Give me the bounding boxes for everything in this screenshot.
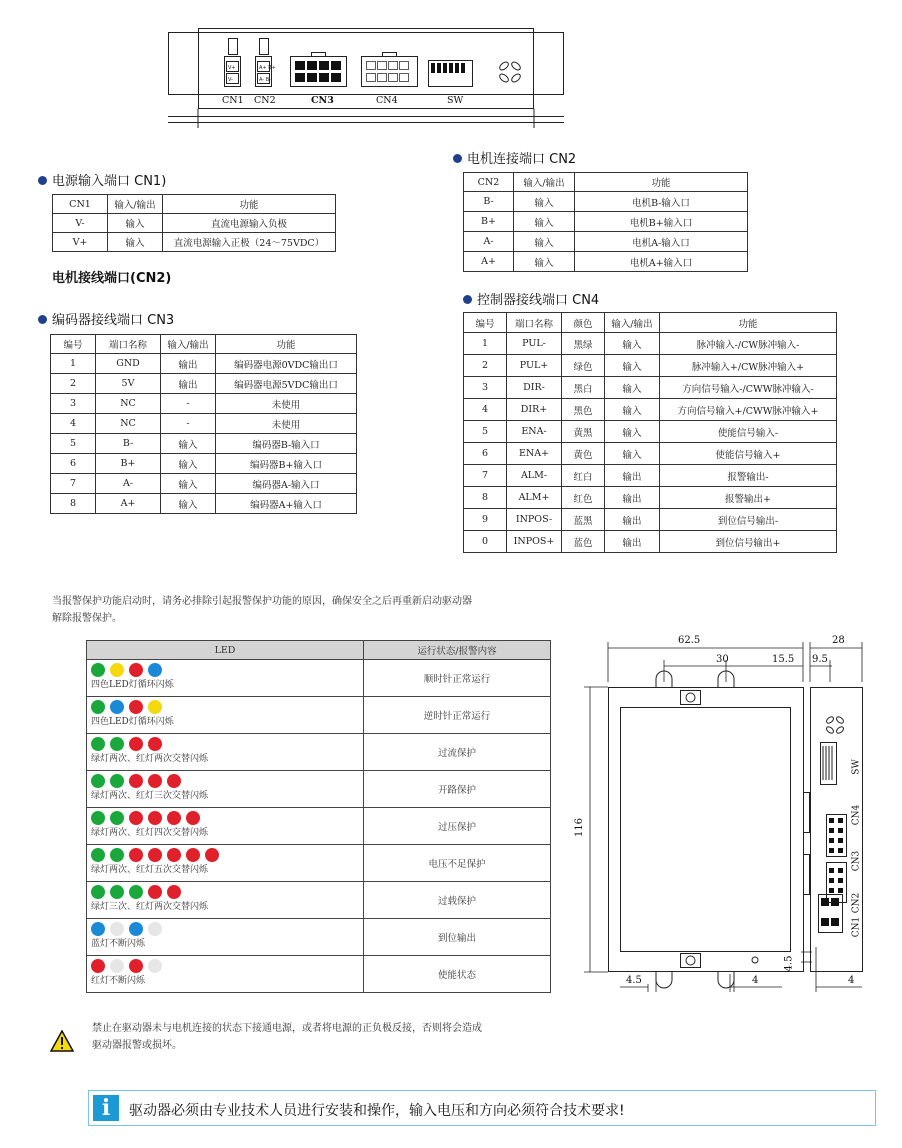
led-cell: [87, 919, 364, 956]
table-cell: 输入: [605, 355, 660, 377]
table-cell: 输入: [514, 252, 575, 272]
led-dot-icon: [110, 774, 124, 788]
table-cell: 电机B+输入口: [575, 212, 748, 232]
cn4-section-title: [463, 289, 599, 308]
table-cell: 黄色: [562, 443, 605, 465]
table-cell: A-: [96, 474, 161, 494]
table-header: 输入/输出: [514, 173, 575, 192]
cn1-table: [52, 194, 336, 252]
table-cell: PUL-: [507, 333, 562, 355]
led-dots: [91, 663, 363, 679]
table-cell: INPOS+: [507, 531, 562, 553]
table-cell: A+: [96, 494, 161, 514]
table-cell: A+: [464, 252, 514, 272]
table-cell: ALM-: [507, 465, 562, 487]
table-cell: 报警输出+: [660, 487, 837, 509]
led-row: [87, 660, 551, 697]
notice-bar: [88, 1090, 876, 1126]
led-dots: [91, 959, 363, 975]
led-cell: [87, 956, 364, 993]
table-cell: B+: [96, 454, 161, 474]
table-cell: 到位信号输出-: [660, 509, 837, 531]
led-dot-icon: [91, 774, 105, 788]
led-caption: 蓝灯不断闪烁: [91, 939, 146, 949]
led-dot-icon: [167, 811, 181, 825]
led-dot-icon: [91, 737, 105, 751]
warning-icon: [50, 1030, 74, 1052]
led-dots: [91, 922, 363, 938]
table-cell: 未使用: [216, 414, 357, 434]
table-cell: 未使用: [216, 394, 357, 414]
led-dot-icon: [91, 922, 105, 936]
side-cn4-label: CN4: [851, 804, 862, 826]
cn4-table: [463, 312, 837, 553]
table-cell: 输入: [161, 474, 216, 494]
led-dot-icon: [148, 811, 162, 825]
led-dots: [91, 700, 363, 716]
led-caption: 绿灯两次、红灯三次交替闪烁: [91, 791, 209, 801]
led-dot-icon: [129, 737, 143, 751]
table-cell: 到位信号输出+: [660, 531, 837, 553]
cn2-label: CN2: [254, 95, 276, 106]
table-header: 端口名称: [507, 313, 562, 333]
led-row: [87, 919, 551, 956]
led-dot-icon: [148, 663, 162, 677]
paragraph-line: 解除报警保护。: [52, 613, 122, 624]
table-cell: 5V: [96, 374, 161, 394]
table-cell: 直流电源输入负极: [163, 214, 336, 233]
led-dot-icon: [110, 663, 124, 677]
table-cell: 8: [51, 494, 96, 514]
led-cell: [87, 845, 364, 882]
table-cell: 方向信号输入+/CWW脉冲输入+: [660, 399, 837, 421]
table-cell: 0: [464, 531, 507, 553]
bullet-icon: [38, 176, 47, 185]
dimension-drawing: [572, 632, 892, 992]
table-cell: ALM+: [507, 487, 562, 509]
led-dot-icon: [110, 885, 124, 899]
table-cell: V+: [53, 233, 108, 252]
led-caption: 红灯不断闪烁: [91, 976, 146, 986]
cn1-label: CN1: [222, 95, 244, 106]
table-cell: 4: [51, 414, 96, 434]
table-cell: 蓝黑: [562, 509, 605, 531]
led-dot-icon: [110, 737, 124, 751]
table-cell: 绿色: [562, 355, 605, 377]
led-dot-icon: [186, 811, 200, 825]
table-cell: 2: [464, 355, 507, 377]
led-row: [87, 845, 551, 882]
cn2-title-text: 电机连接端口 CN2: [467, 152, 577, 167]
dim-30: 30: [716, 654, 729, 665]
cn3-section-title: [38, 309, 174, 328]
svg-text:A+ B+: A+ B+: [259, 65, 276, 71]
led-dots: [91, 885, 363, 901]
dim-15-5: 15.5: [772, 654, 795, 665]
table-header: 颜色: [562, 313, 605, 333]
cn3-table: [50, 334, 357, 514]
table-cell: 输出: [161, 354, 216, 374]
table-cell: 编码器A+输入口: [216, 494, 357, 514]
cn2-table: [463, 172, 748, 272]
cn4-title-text: 控制器接线端口 CN4: [477, 293, 600, 308]
table-cell: 电机A-输入口: [575, 232, 748, 252]
led-status: 电压不足保护: [364, 845, 551, 882]
led-dot-icon: [91, 700, 105, 714]
table-cell: 输入: [514, 232, 575, 252]
led-dot-icon: [91, 959, 105, 973]
table-cell: B-: [464, 192, 514, 212]
table-cell: 黑绿: [562, 333, 605, 355]
table-cell: 输入: [108, 233, 163, 252]
led-caption: 四色LED灯循环闪烁: [91, 680, 174, 690]
table-cell: 输出: [161, 374, 216, 394]
table-cell: DIR-: [507, 377, 562, 399]
table-cell: 使能信号输入+: [660, 443, 837, 465]
led-dot-icon: [110, 811, 124, 825]
table-cell: 蓝色: [562, 531, 605, 553]
table-cell: 黑色: [562, 399, 605, 421]
led-status: 逆时针正常运行: [364, 697, 551, 734]
led-dot-icon: [148, 922, 162, 936]
table-cell: 输入: [161, 454, 216, 474]
dim-height: 116: [574, 817, 586, 838]
table-header: 输入/输出: [605, 313, 660, 333]
table-cell: DIR+: [507, 399, 562, 421]
bullet-icon: [38, 315, 47, 324]
table-cell: 输入: [161, 494, 216, 514]
table-header: 功能: [660, 313, 837, 333]
table-cell: 6: [464, 443, 507, 465]
table-cell: 输出: [605, 465, 660, 487]
table-cell: 直流电源输入正极（24～75VDC）: [163, 233, 336, 252]
led-dots: [91, 848, 363, 864]
table-cell: 4: [464, 399, 507, 421]
table-cell: NC: [96, 394, 161, 414]
led-dot-icon: [110, 848, 124, 862]
table-cell: INPOS-: [507, 509, 562, 531]
table-cell: 编码器电源5VDC输出口: [216, 374, 357, 394]
table-header: CN2: [464, 173, 514, 192]
led-dot-icon: [167, 848, 181, 862]
table-cell: 输入: [161, 434, 216, 454]
table-cell: 9: [464, 509, 507, 531]
led-caption: 绿灯两次、红灯四次交替闪烁: [91, 828, 209, 838]
svg-text:A- B-: A- B-: [259, 77, 271, 83]
led-status: 使能状态: [364, 956, 551, 993]
table-cell: B-: [96, 434, 161, 454]
led-dot-icon: [91, 811, 105, 825]
led-cell: [87, 660, 364, 697]
table-cell: 脉冲输入+/CW脉冲输入+: [660, 355, 837, 377]
led-dot-icon: [148, 848, 162, 862]
led-caption: 绿灯两次、红灯五次交替闪烁: [91, 865, 209, 875]
table-cell: ENA+: [507, 443, 562, 465]
led-dot-icon: [91, 663, 105, 677]
warning-line: 驱动器报警或损坏。: [92, 1040, 182, 1051]
led-dot-icon: [148, 959, 162, 973]
table-header: 编号: [51, 335, 96, 354]
led-dot-icon: [129, 663, 143, 677]
table-header: 端口名称: [96, 335, 161, 354]
table-cell: A-: [464, 232, 514, 252]
table-cell: NC: [96, 414, 161, 434]
warning-text: [92, 1020, 482, 1054]
table-cell: 8: [464, 487, 507, 509]
led-dot-icon: [205, 848, 219, 862]
led-dot-icon: [167, 774, 181, 788]
notice-text: 驱动器必须由专业技术人员进行安装和操作，输入电压和方向必须符合技术要求!: [129, 1103, 625, 1119]
table-cell: B+: [464, 212, 514, 232]
table-cell: 7: [464, 465, 507, 487]
led-status: 到位输出: [364, 919, 551, 956]
svg-text:V-: V-: [228, 77, 233, 83]
table-header: CN1: [53, 195, 108, 214]
led-dot-icon: [91, 848, 105, 862]
led-status: 顺时针正常运行: [364, 660, 551, 697]
table-cell: PUL+: [507, 355, 562, 377]
table-cell: -: [161, 394, 216, 414]
led-status-table: [86, 640, 551, 993]
table-cell: 方向信号输入-/CWW脉冲输入-: [660, 377, 837, 399]
table-cell: 7: [51, 474, 96, 494]
svg-text:V+: V+: [228, 65, 236, 71]
led-dot-icon: [148, 700, 162, 714]
led-dot-icon: [129, 922, 143, 936]
table-cell: 输入: [514, 212, 575, 232]
sw-label: SW: [447, 95, 464, 106]
led-dots: [91, 774, 363, 790]
table-cell: V-: [53, 214, 108, 233]
led-dot-icon: [110, 959, 124, 973]
table-cell: 电机A+输入口: [575, 252, 748, 272]
table-cell: 2: [51, 374, 96, 394]
cn3-title-text: 编码器接线端口 CN3: [52, 313, 175, 328]
led-row: [87, 882, 551, 919]
table-cell: 编码器B-输入口: [216, 434, 357, 454]
led-dot-icon: [129, 848, 143, 862]
table-header: 输入/输出: [161, 335, 216, 354]
side-cn2-label: CN2: [851, 892, 862, 914]
table-cell: 输出: [605, 509, 660, 531]
led-dot-icon: [148, 774, 162, 788]
table-header: 输入/输出: [108, 195, 163, 214]
table-cell: 输入: [605, 443, 660, 465]
led-row: [87, 734, 551, 771]
cn1-title-text: 电源输入端口 CN1): [52, 174, 167, 189]
table-cell: 输入: [605, 377, 660, 399]
table-cell: 红白: [562, 465, 605, 487]
led-cell: [87, 808, 364, 845]
table-cell: 电机B-输入口: [575, 192, 748, 212]
table-cell: ENA-: [507, 421, 562, 443]
table-cell: 3: [51, 394, 96, 414]
table-cell: 使能信号输入-: [660, 421, 837, 443]
table-header: 功能: [575, 173, 748, 192]
led-caption: 四色LED灯循环闪烁: [91, 717, 174, 727]
table-cell: 输入: [605, 333, 660, 355]
led-status: 过载保护: [364, 882, 551, 919]
led-dot-icon: [129, 811, 143, 825]
table-cell: 6: [51, 454, 96, 474]
led-dots: [91, 737, 363, 753]
led-status: 过流保护: [364, 734, 551, 771]
led-row: [87, 956, 551, 993]
side-cn1-label: CN1: [851, 916, 862, 938]
table-cell: -: [161, 414, 216, 434]
table-cell: 3: [464, 377, 507, 399]
table-cell: 输出: [605, 487, 660, 509]
paragraph-line: 当报警保护功能启动时，请务必排除引起报警保护功能的原因，确保安全之后再重新启动驱动器: [52, 596, 472, 607]
table-cell: 红色: [562, 487, 605, 509]
led-cell: [87, 771, 364, 808]
side-sw-label: SW: [851, 759, 862, 775]
warning-line: 禁止在驱动器未与电机连接的状态下接通电源，或者将电源的正负极反接，否则将会造成: [92, 1023, 482, 1034]
dim-side-4-5: 4.5: [783, 955, 795, 972]
driver-top-view: [168, 28, 564, 128]
table-cell: 输入: [108, 214, 163, 233]
led-dot-icon: [129, 700, 143, 714]
led-row: [87, 697, 551, 734]
table-cell: 黑白: [562, 377, 605, 399]
dim-side-4: 4: [848, 975, 855, 986]
led-dot-icon: [129, 959, 143, 973]
table-cell: 5: [464, 421, 507, 443]
cn1-section-title: [38, 170, 166, 189]
bullet-icon: [453, 154, 462, 163]
dim-side: 28: [832, 635, 845, 646]
cn3-label: CN3: [311, 95, 334, 106]
table-cell: 黄黑: [562, 421, 605, 443]
cn2-heading: 电机接线端口(CN2): [52, 271, 172, 286]
led-dot-icon: [129, 774, 143, 788]
table-header: 运行状态/报警内容: [364, 641, 551, 660]
led-row: [87, 771, 551, 808]
cn2-section-title: [453, 148, 576, 167]
table-cell: 编码器A-输入口: [216, 474, 357, 494]
table-cell: 1: [464, 333, 507, 355]
side-cn3-label: CN3: [851, 850, 862, 872]
table-cell: 脉冲输入-/CW脉冲输入-: [660, 333, 837, 355]
led-dot-icon: [148, 737, 162, 751]
alarm-paragraph: [52, 593, 472, 627]
led-cell: [87, 734, 364, 771]
led-cell: [87, 882, 364, 919]
dim-4: 4: [752, 975, 759, 986]
dim-9-5: 9.5: [812, 654, 828, 665]
table-cell: 输入: [514, 192, 575, 212]
table-cell: 输入: [605, 399, 660, 421]
table-header: 功能: [216, 335, 357, 354]
table-header: 编号: [464, 313, 507, 333]
led-caption: 绿灯两次、红灯两次交替闪烁: [91, 754, 209, 764]
led-status: 开路保护: [364, 771, 551, 808]
led-dot-icon: [129, 885, 143, 899]
led-dot-icon: [186, 848, 200, 862]
table-header: 功能: [163, 195, 336, 214]
led-dots: [91, 811, 363, 827]
info-icon: i: [93, 1095, 119, 1121]
table-cell: 输入: [605, 421, 660, 443]
table-cell: 输出: [605, 531, 660, 553]
table-cell: 编码器B+输入口: [216, 454, 357, 474]
table-cell: 5: [51, 434, 96, 454]
led-dot-icon: [167, 885, 181, 899]
led-dot-icon: [110, 700, 124, 714]
led-cell: [87, 697, 364, 734]
table-header: LED: [87, 641, 364, 660]
led-dot-icon: [91, 885, 105, 899]
led-dot-icon: [110, 922, 124, 936]
table-cell: GND: [96, 354, 161, 374]
table-cell: 编码器电源0VDC输出口: [216, 354, 357, 374]
led-row: [87, 808, 551, 845]
table-cell: 1: [51, 354, 96, 374]
cn4-label: CN4: [376, 95, 398, 106]
table-cell: 报警输出-: [660, 465, 837, 487]
dim-width: 62.5: [678, 635, 701, 646]
led-dot-icon: [148, 885, 162, 899]
led-caption: 绿灯三次、红灯两次交替闪烁: [91, 902, 209, 912]
bullet-icon: [463, 295, 472, 304]
dim-4-5: 4.5: [626, 975, 642, 986]
led-status: 过压保护: [364, 808, 551, 845]
